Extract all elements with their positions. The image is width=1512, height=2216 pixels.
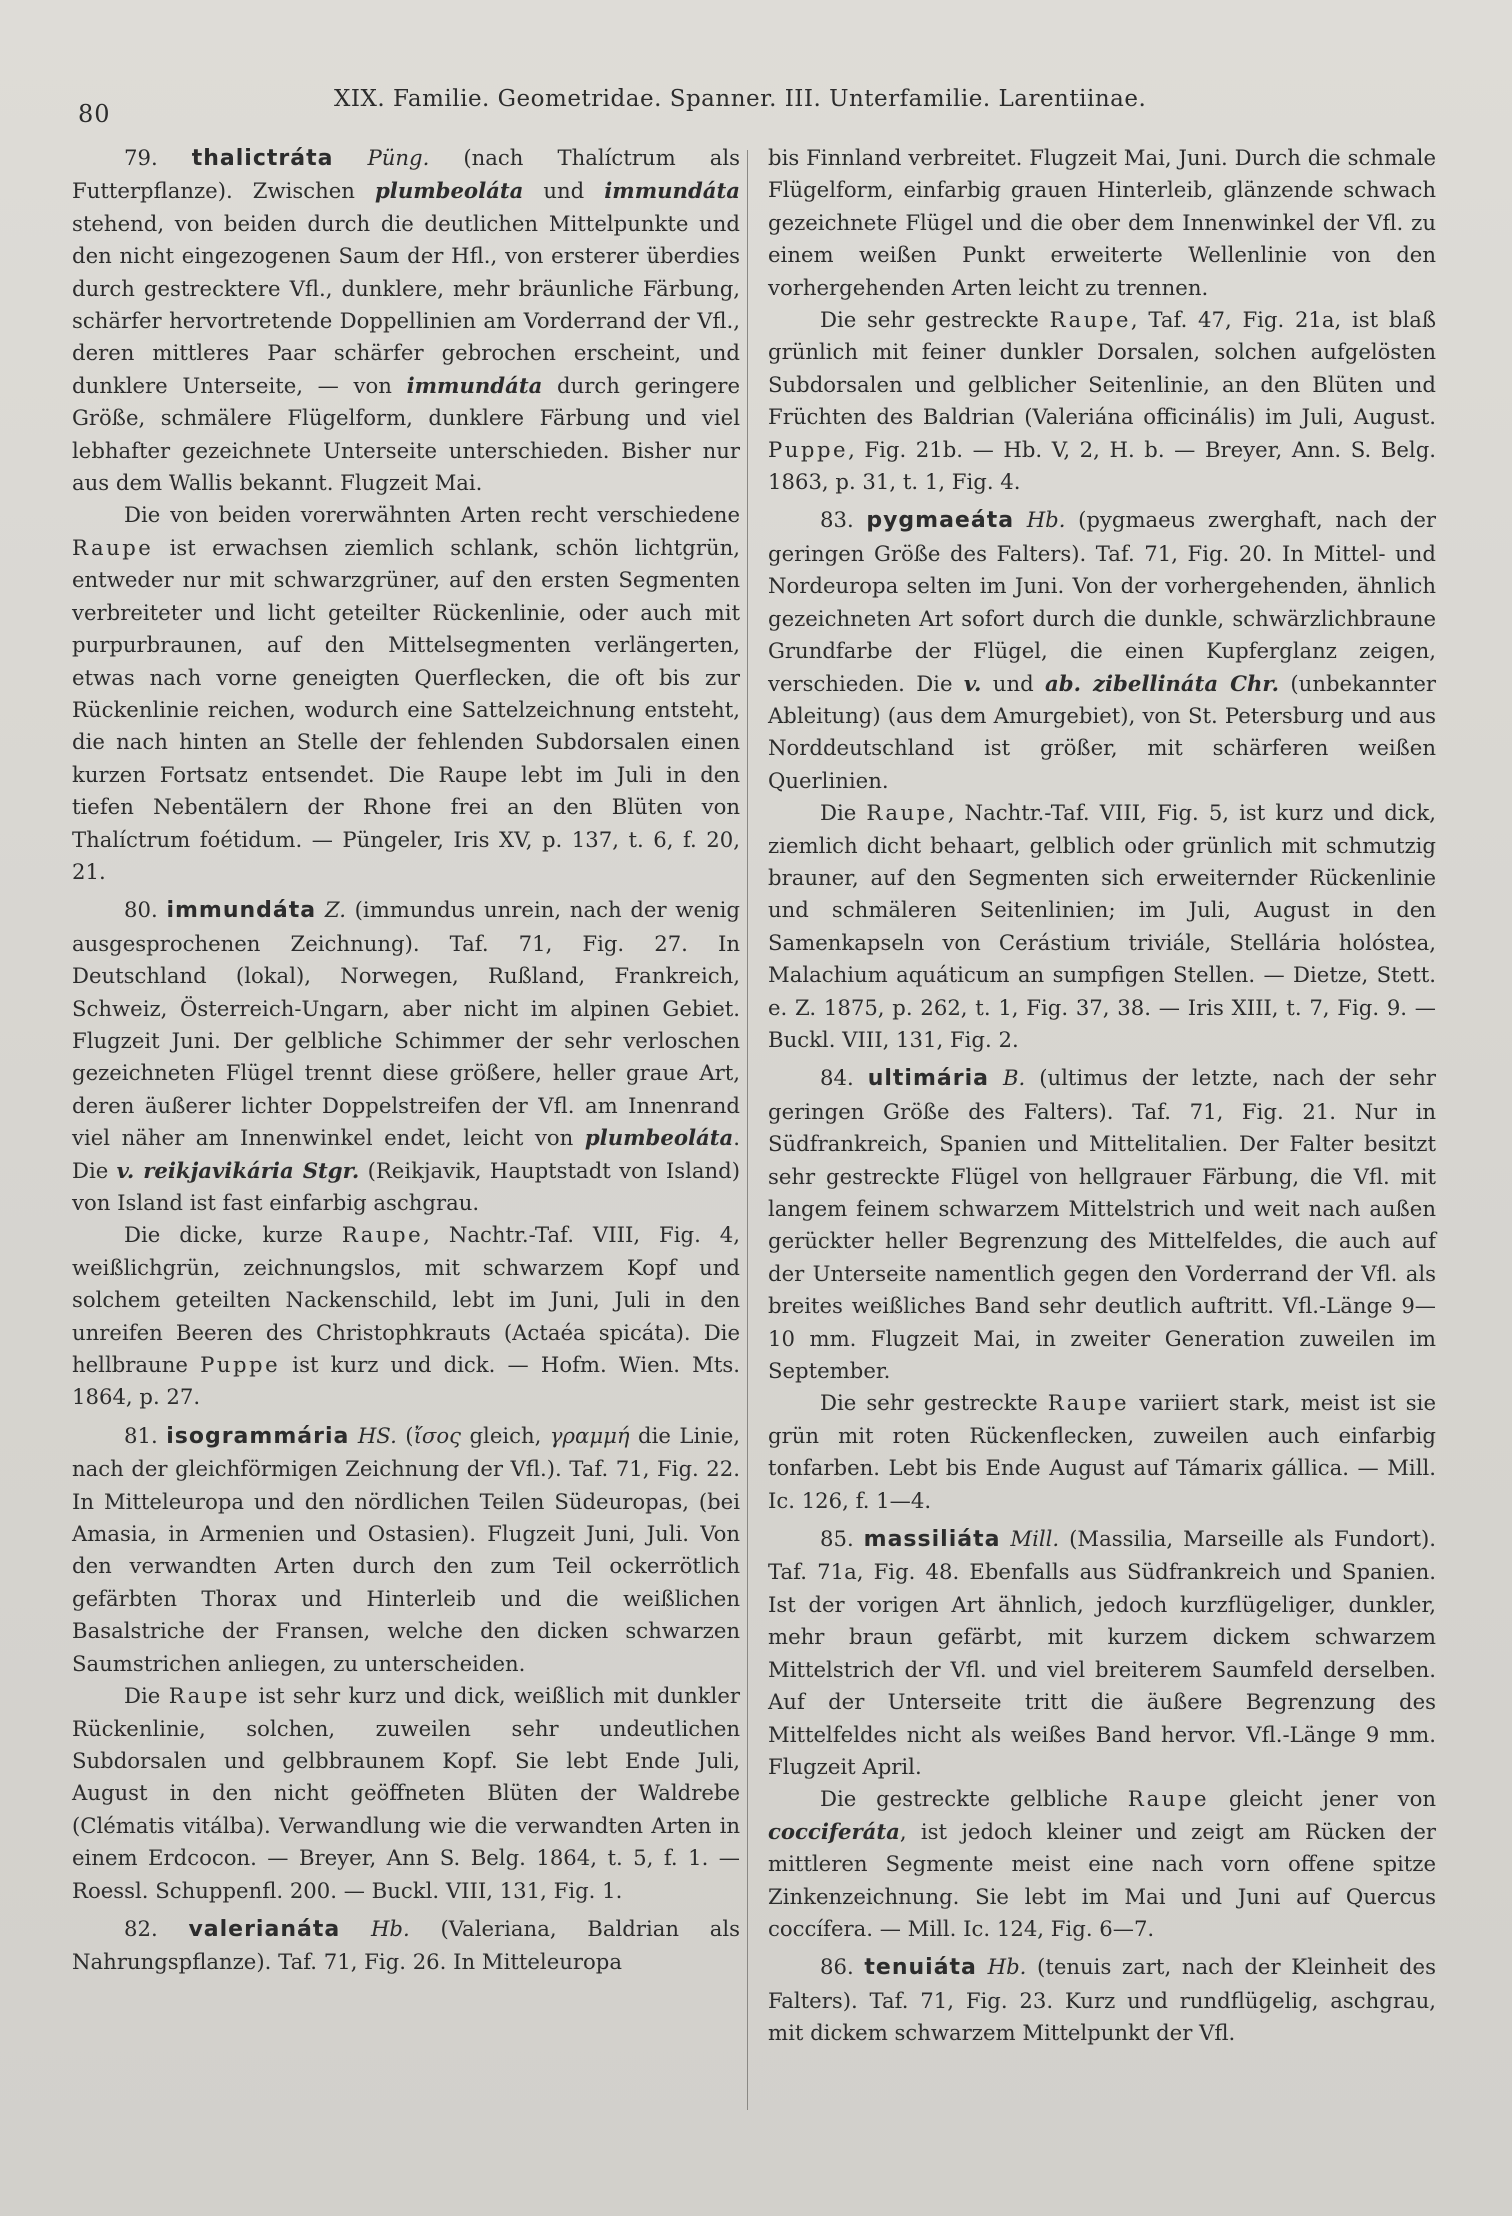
author: Püng.: [367, 145, 430, 170]
entry-text: (Reikjavik, Hauptstadt von Island) von Island ist fast einfarbig aschgrau.: [72, 1157, 740, 1215]
entry-number: 79.: [124, 145, 158, 170]
species-name: ultimária: [867, 1066, 989, 1092]
larva-paragraph: Die Raupe ist sehr kurz und dick, weißlich mit dunkler Rückenlinie, solchen, zuweilen sehr undeutlichen Subdorsalen und gelbbraunem Kopf. Sie lebt Ende Juli, August in den nicht geöffneten Blüten der Waldrebe (Clématis vitálba). Verwandlung wie die verwandten Arten in einem Erdcocon. — Breyer, Ann S. Belg. 1864, t. 5, f. 1. — Roessl. Schuppenfl. 200. — Buckl. VIII, 131, Fig. 1.: [72, 1683, 740, 1903]
running-head: XIX. Familie. Geometridae. Spanner. III. Unterfamilie. Larentiinae.: [334, 86, 1147, 112]
entry-82: [72, 1913, 740, 1979]
left-column: [72, 142, 740, 1985]
entry-text: durch geringere Größe, schmälere Flügelform, dunklere Färbung und viel lebhafter gezeichnete Unterseite unterschieden. Bisher nur aus dem Wallis bekannt. Flugzeit Mai.: [72, 372, 740, 496]
entry-86: [768, 1951, 1436, 2049]
entry-number: 81.: [124, 1422, 158, 1448]
species-name: pygmaeáta: [866, 508, 1015, 534]
entry-81: [72, 1420, 740, 1907]
entry-80: [72, 894, 740, 1414]
entry-text: gleich,: [460, 1422, 550, 1448]
column-divider: [747, 150, 748, 2110]
species-name: massiliáta: [863, 1527, 1001, 1553]
entry-text: (nach Thalíctrum als Futterpflanze). Zwischen: [72, 145, 740, 204]
greek-word: ἴσος: [413, 1422, 461, 1448]
page-number: 80: [78, 100, 111, 128]
entry-text: (pygmaeus zwerghaft, nach der geringen Größe des Falters). Taf. 71, Fig. 20. In Mittel- und Nordeuropa selten im Juni. Von der vorhergehenden, ähnlich gezeichneten Art sofort durch die dunkle, schwärzlichbraune Grundfarbe der Flügel, die einen Kupferglanz zeigen, verschieden. Die: [768, 507, 1436, 696]
author: Mill.: [1010, 1526, 1060, 1552]
entry-number: 83.: [820, 507, 854, 533]
larva-paragraph: Die von beiden vorerwähnten Arten recht verschiedene Raupe ist erwachsen ziemlich schlank, schön lichtgrün, entweder nur mit schwarzgrüner, auf den ersten Segmenten verbreiteter und licht geteilter Rückenlinie, oder auch mit purpurbraunen, auf den Mittelsegmenten verlängerten, etwas nach vorne geneigten Querflecken, die oft bis zur Rückenlinie reichen, wodurch eine Sattelzeichnung entsteht, die nach hinten an Stelle der fehlenden Subdorsalen einen kurzen Fortsatz entsendet. Die Raupe lebt im Juli in den tiefen Nebentälern der Rhone frei an den Blüten von Thalíctrum foétidum. — Püngeler, Iris XV, p. 137, t. 6, f. 20, 21.: [72, 502, 740, 884]
entry-number: 86.: [820, 1954, 854, 1980]
author: Z.: [324, 897, 346, 923]
species-name: thalictráta: [191, 146, 334, 171]
entry-text: (ultimus der letzte, nach der sehr geringen Größe des Falters). Taf. 71, Fig. 21. Nur in Südfrankreich, Spanien und Mittelitalien. Der Falter besitzt sehr gestreckte Flügel von hellgrauer Färbung, die Vfl. mit langem feinem schwarzem Mittelstrich und weit nach außen gerückter heller Begrenzung des Mittelfeldes, die auch auf der Unterseite namentlich gegen den Vorderrand der Vfl. als breites weißliches Band sehr deutlich auftritt. Vfl.-Länge 9—10 mm. Flugzeit Mai, in zweiter Generation zuweilen im September.: [768, 1065, 1436, 1384]
entry-text: (immundus unrein, nach der wenig ausgesprochenen Zeichnung). Taf. 71, Fig. 27. In Deutschland (lokal), Norwegen, Rußland, Frankreich, Schweiz, Österreich-Ungarn, aber nicht im alpinen Gebiet. Flugzeit Juni. Der gelbliche Schimmer der sehr verloschen gezeichneten Flügel trennt diese größere, heller graue Art, deren äußerer lichter Doppelstreifen der Vfl. am Innenrand viel näher am Innenwinkel endet, leicht von: [72, 897, 740, 1151]
entry-text: stehend, von beiden durch die deutlichen Mittelpunkte und den nicht eingezogenen Saum der Hfl., von ersterer überdies durch gestrecktere Vfl., dunklere, mehr bräunliche Färbung, schärfer hervortretende Doppellinien am Vorderrand der Vfl., deren mittleres Paar schärfer gebrochen erscheint, und dunklere Unterseite, — von: [72, 210, 740, 398]
species-name: tenuiáta: [864, 1955, 977, 1981]
entry-text: (tenuis zart, nach der Kleinheit des Falters). Taf. 71, Fig. 23. Kurz und rundflügelig, aschgrau, mit dickem schwarzem Mittelpunkt der Vfl.: [768, 1954, 1436, 2046]
entry-text: und: [523, 178, 605, 204]
species-name: valerianáta: [188, 1916, 341, 1942]
species-name: isogrammária: [166, 1423, 350, 1449]
larva-paragraph: Die Raupe, Nachtr.-Taf. VIII, Fig. 5, ist kurz und dick, ziemlich dicht behaart, gelblich oder grünlich mit schmutzig brauner, auf den Segmenten sich erweiternder Rückenlinie und schmäleren Seitenlinien; im Juli, August in den Samenkapseln von Cerástium triviále, Stellária holóstea, Malachium aquáticum an sumpfigen Stellen. — Dietze, Stett. e. Z. 1875, p. 262, t. 1, Fig. 37, 38. — Iris XIII, t. 7, Fig. 9. — Buckl. VIII, 131, Fig. 2.: [768, 800, 1436, 1052]
author: Hb.: [370, 1915, 410, 1941]
species-name: immundáta: [166, 898, 317, 924]
author: B.: [1002, 1065, 1026, 1091]
species-ref: plumbeoláta: [584, 1125, 734, 1151]
entry-82-continued: [768, 142, 1436, 498]
larva-paragraph: Die sehr gestreckte Raupe, Taf. 47, Fig. 21a, ist blaß grünlich mit feiner dunkler Dorsalen, solchen aufgelösten Subdorsalen und gelblicher Seitenlinie, an den Blüten und Früchten des Baldrian (Valeriána officinális) im Juli, August. Puppe, Fig. 21b. — Hb. V, 2, H. b. — Breyer, Ann. S. Belg. 1863, p. 31, t. 1, Fig. 4.: [768, 307, 1437, 495]
author: HS.: [357, 1422, 397, 1448]
entry-text: (Valeriana, Baldrian als Nahrungspflanze). Taf. 71, Fig. 26. In Mitteleuropa: [72, 1915, 740, 1975]
entry-79: [72, 142, 740, 888]
greek-word: γραμμή: [549, 1422, 630, 1448]
entry-number: 80.: [124, 897, 158, 923]
variety-ref: v. reikjavikária Stgr.: [116, 1157, 360, 1183]
entry-number: 84.: [820, 1065, 854, 1091]
entry-text: (Massilia, Marseille als Fundort). Taf. 71a, Fig. 48. Ebenfalls aus Südfrankreich und Spanien. Ist der vorigen Art ähnlich, jedoch kurzflügeliger, dunkler, mehr braun gefärbt, mit kurzem dickem schwarzem Mittelstrich der Vfl. und viel breiterem Saumfeld derselben. Auf der Unterseite tritt die äußere Begrenzung des Mittelfeldes nicht als weißes Band hervor. Vfl.-Länge 9 mm. Flugzeit April.: [768, 1526, 1436, 1779]
entry-85: [768, 1523, 1436, 1945]
entry-text: (: [396, 1422, 414, 1448]
species-ref: immundáta: [604, 178, 741, 204]
author: Chr.: [1218, 670, 1280, 696]
entry-text: bis Finnland verbreitet. Flugzeit Mai, Juni. Durch die schmale Flügelform, einfarbig grauen Hinterleib, glänzende schwach gezeichnete Flügel und die ober dem Innenwinkel der Vfl. zu einem weißen Punkt erweiterte Wellenlinie von den vorhergehenden Arten leicht zu trennen.: [768, 145, 1436, 300]
entry-number: 85.: [820, 1526, 854, 1552]
entry-84: [768, 1062, 1436, 1517]
entry-text: die Linie, nach der gleichförmigen Zeichnung der Vfl.). Taf. 71, Fig. 22. In Mitteleuropa und den nördlichen Teilen Südeuropas, (bei Amasia, in Armenien und Ostasien). Flugzeit Juni, Juli. Von den verwandten Arten durch den zum Teil ockerrötlich gefärbten Thorax und Hinterleib und die weißlichen Basalstriche der Fransen, welche den dicken schwarzen Saumstrichen anliegen, zu unterscheiden.: [72, 1422, 740, 1676]
author: Hb.: [1026, 507, 1066, 533]
species-ref: plumbeoláta: [374, 178, 524, 204]
author: Hb.: [987, 1954, 1027, 1980]
entry-83: [768, 504, 1436, 1056]
variety-ref: v.: [963, 670, 982, 696]
entry-text: und: [981, 670, 1046, 696]
species-ref: immundáta: [406, 372, 543, 398]
right-column: [768, 142, 1436, 2056]
page-header: [78, 86, 1458, 126]
larva-paragraph: Die sehr gestreckte Raupe variiert stark, meist ist sie grün mit roten Rückenflecken, zuweilen auch einfarbig tonfarben. Lebt bis Ende August auf Támarix gállica. — Mill. Ic. 126, f. 1—4.: [768, 1390, 1436, 1513]
entry-number: 82.: [124, 1915, 158, 1941]
larva-paragraph: Die dicke, kurze Raupe, Nachtr.-Taf. VIII, Fig. 4, weißlichgrün, zeichnungslos, mit schwarzem Kopf und solchem geteilten Nackenschild, lebt im Juni, Juli in den unreifen Beeren des Christophkrauts (Actaéa spicáta). Die hellbraune Puppe ist kurz und dick. — Hofm. Wien. Mts. 1864, p. 27.: [72, 1222, 740, 1410]
larva-paragraph: Die gestreckte gelbliche Raupe gleicht jener von cocciferáta, ist jedoch kleiner und zeigt am Rücken der mittleren Segmente meist eine nach vorn offene spitze Zinkenzeichnung. Sie lebt im Mai und Juni auf Quercus coccífera. — Mill. Ic. 124, Fig. 6—7.: [768, 1786, 1436, 1941]
variety-ref: ab. zibellináta: [1045, 670, 1219, 696]
entry-text: . Die: [72, 1125, 740, 1183]
entry-text: (unbekannter Ableitung) (aus dem Amurgebiet), von St. Petersburg und aus Norddeutschland ist größer, mit schärferen weißen Querlinien.: [768, 670, 1437, 793]
